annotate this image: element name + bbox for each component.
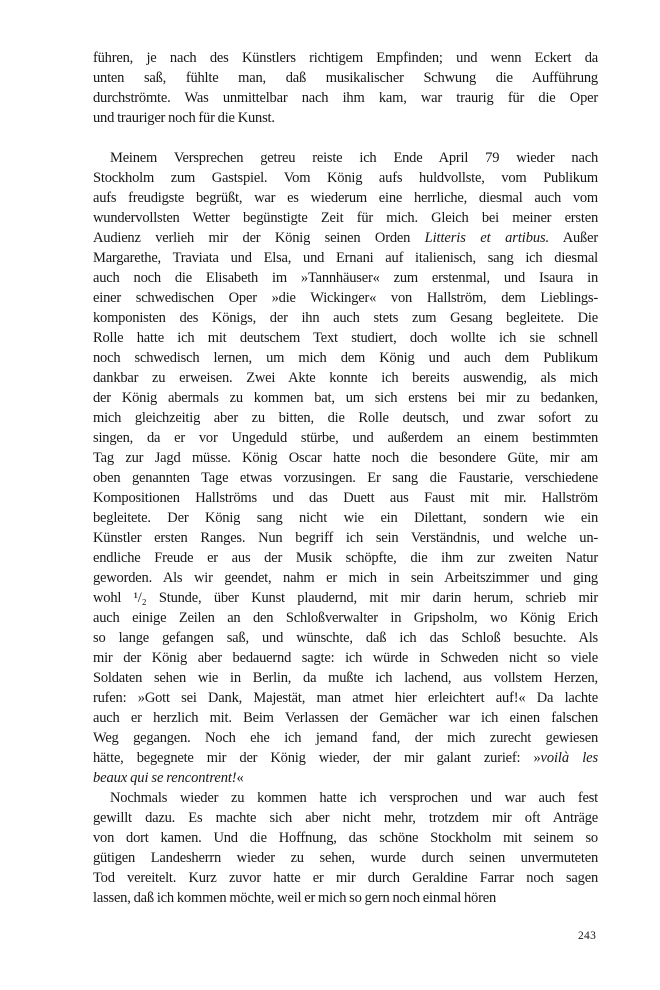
text-line: begleitete. Der König sang nicht wie ein Dilettant, sondern wie ein bbox=[93, 510, 598, 526]
text-line: Audienz verlieh mir der König seinen Orden Litteris et artibus. Außer bbox=[93, 230, 598, 246]
text-line: rufen: »Gott sei Dank, Majestät, man atmet hier erleichtert auf!« Da lachte bbox=[93, 690, 598, 706]
text-line: der König abermals zu kommen bat, um sich erstens bei mir zu bedanken, bbox=[93, 390, 598, 406]
text-line: Stockholm zum Gastspiel. Vom König aufs huldvollste, vom Publikum bbox=[93, 170, 598, 186]
paragraph bbox=[93, 48, 598, 128]
text-line: noch schwedisch lernen, um mich dem König und auch dem Publikum bbox=[93, 350, 598, 366]
text-line: Nochmals wieder zu kommen hatte ich versprochen und war auch fest bbox=[110, 790, 598, 806]
text-line: lassen, daß ich kommen möchte, weil er mich so gern noch einmal hören bbox=[93, 890, 496, 906]
paragraph bbox=[93, 788, 598, 908]
text-line: beaux qui se rencontrent!« bbox=[93, 770, 244, 786]
text-line: Künstler ersten Ranges. Nun begriff ich sein Verständnis, und welche un- bbox=[93, 530, 598, 546]
text-line: von dort kamen. Und die Hoffnung, das schöne Stockholm mit seinem so bbox=[93, 830, 598, 846]
text-line: mir der König aber bedauernd sagte: ich würde in Schweden nicht so viele bbox=[93, 650, 598, 666]
text-line: endliche Freude er aus der Musik schöpfte, die ihm zur zweiten Natur bbox=[93, 550, 598, 566]
text-line: komponisten des Königs, der ihn auch stets zum Gesang begleitete. Die bbox=[93, 310, 598, 326]
text-line: dankbar zu erweisen. Zwei Akte konnte ich bereits auswendig, als mich bbox=[93, 370, 598, 386]
text-line: gewillt dazu. Es machte sich aber nicht mehr, trotzdem mir oft Anträge bbox=[93, 810, 598, 826]
text-line: auch er herzlich mit. Beim Verlassen der Gemächer war ich einen falschen bbox=[93, 710, 598, 726]
text-line: so lange gefangen saß, und wünschte, daß ich das Schloß besuchte. Als bbox=[93, 630, 598, 646]
text-line: wundervollsten Wetter begünstigte Zeit für mich. Gleich bei meiner ersten bbox=[93, 210, 598, 226]
page-number: 243 bbox=[578, 930, 597, 942]
text-line: singen, da er vor Ungeduld stürbe, und außerdem an einem bestimmten bbox=[93, 430, 598, 446]
text-line: hätte, begegnete mir der König wieder, der mir galant zurief: »voilà les bbox=[93, 750, 598, 766]
text-line: Soldaten sehen wie in Berlin, da mußte ich lachend, aus vollstem Herzen, bbox=[93, 670, 598, 686]
text-line: wohl ¹/₂ Stunde, über Kunst plaudernd, mit mir darin herum, schrieb mir bbox=[93, 590, 598, 606]
text-line: Tod vereitelt. Kurz zuvor hatte er mir durch Geraldine Farrar noch sagen bbox=[93, 870, 598, 886]
text-line: auch einige Zeilen an den Schloßverwalter in Gripsholm, wo König Erich bbox=[93, 610, 598, 626]
text-line: auch noch die Elisabeth im »Tannhäuser« zum erstenmal, und Isaura in bbox=[93, 270, 598, 286]
text-line: und trauriger noch für die Kunst. bbox=[93, 110, 275, 126]
text-line: führen, je nach des Künstlers richtigem Empfinden; und wenn Eckert da bbox=[93, 50, 598, 66]
paragraph bbox=[93, 148, 598, 788]
text-line: unten saß, fühlte man, daß musikalischer Schwung die Aufführung bbox=[93, 70, 598, 86]
text-line: aufs freudigste begrüßt, war es wiederum eine herrliche, diesmal auch vom bbox=[93, 190, 598, 206]
text-line: Meinem Versprechen getreu reiste ich Ende April 79 wieder nach bbox=[110, 150, 598, 166]
text-line: Tag zur Jagd müsse. König Oscar hatte noch die besondere Güte, mir am bbox=[93, 450, 598, 466]
text-line: gütigen Landesherrn wieder zu sehen, wurde durch seinen unvermuteten bbox=[93, 850, 598, 866]
text-line: Margarethe, Traviata und Elsa, und Ernani auf italienisch, sang ich diesmal bbox=[93, 250, 598, 266]
text-line: geworden. Als wir geendet, nahm er mich in sein Arbeitszimmer und ging bbox=[93, 570, 598, 586]
text-line: mich gleichzeitig aber zu bitten, die Rolle deutsch, und zwar sofort zu bbox=[93, 410, 598, 426]
text-block bbox=[93, 48, 598, 908]
text-line: einer schwedischen Oper »die Wickinger« von Hallström, dem Lieblings- bbox=[93, 290, 598, 306]
text-line: Kompositionen Hallströms und das Duett aus Faust mit mir. Hallström bbox=[93, 490, 598, 506]
text-line: Weg gegangen. Noch ehe ich jemand fand, der mich zurecht gewiesen bbox=[93, 730, 598, 746]
text-line: oben genannten Tage etwas vorzusingen. Er sang die Faustarie, verschiedene bbox=[93, 470, 598, 486]
text-line: Rolle hatte ich mit deutschem Text studiert, doch wollte ich sie schnell bbox=[93, 330, 598, 346]
text-line: durchströmte. Was unmittelbar nach ihm kam, war traurig für die Oper bbox=[93, 90, 598, 106]
